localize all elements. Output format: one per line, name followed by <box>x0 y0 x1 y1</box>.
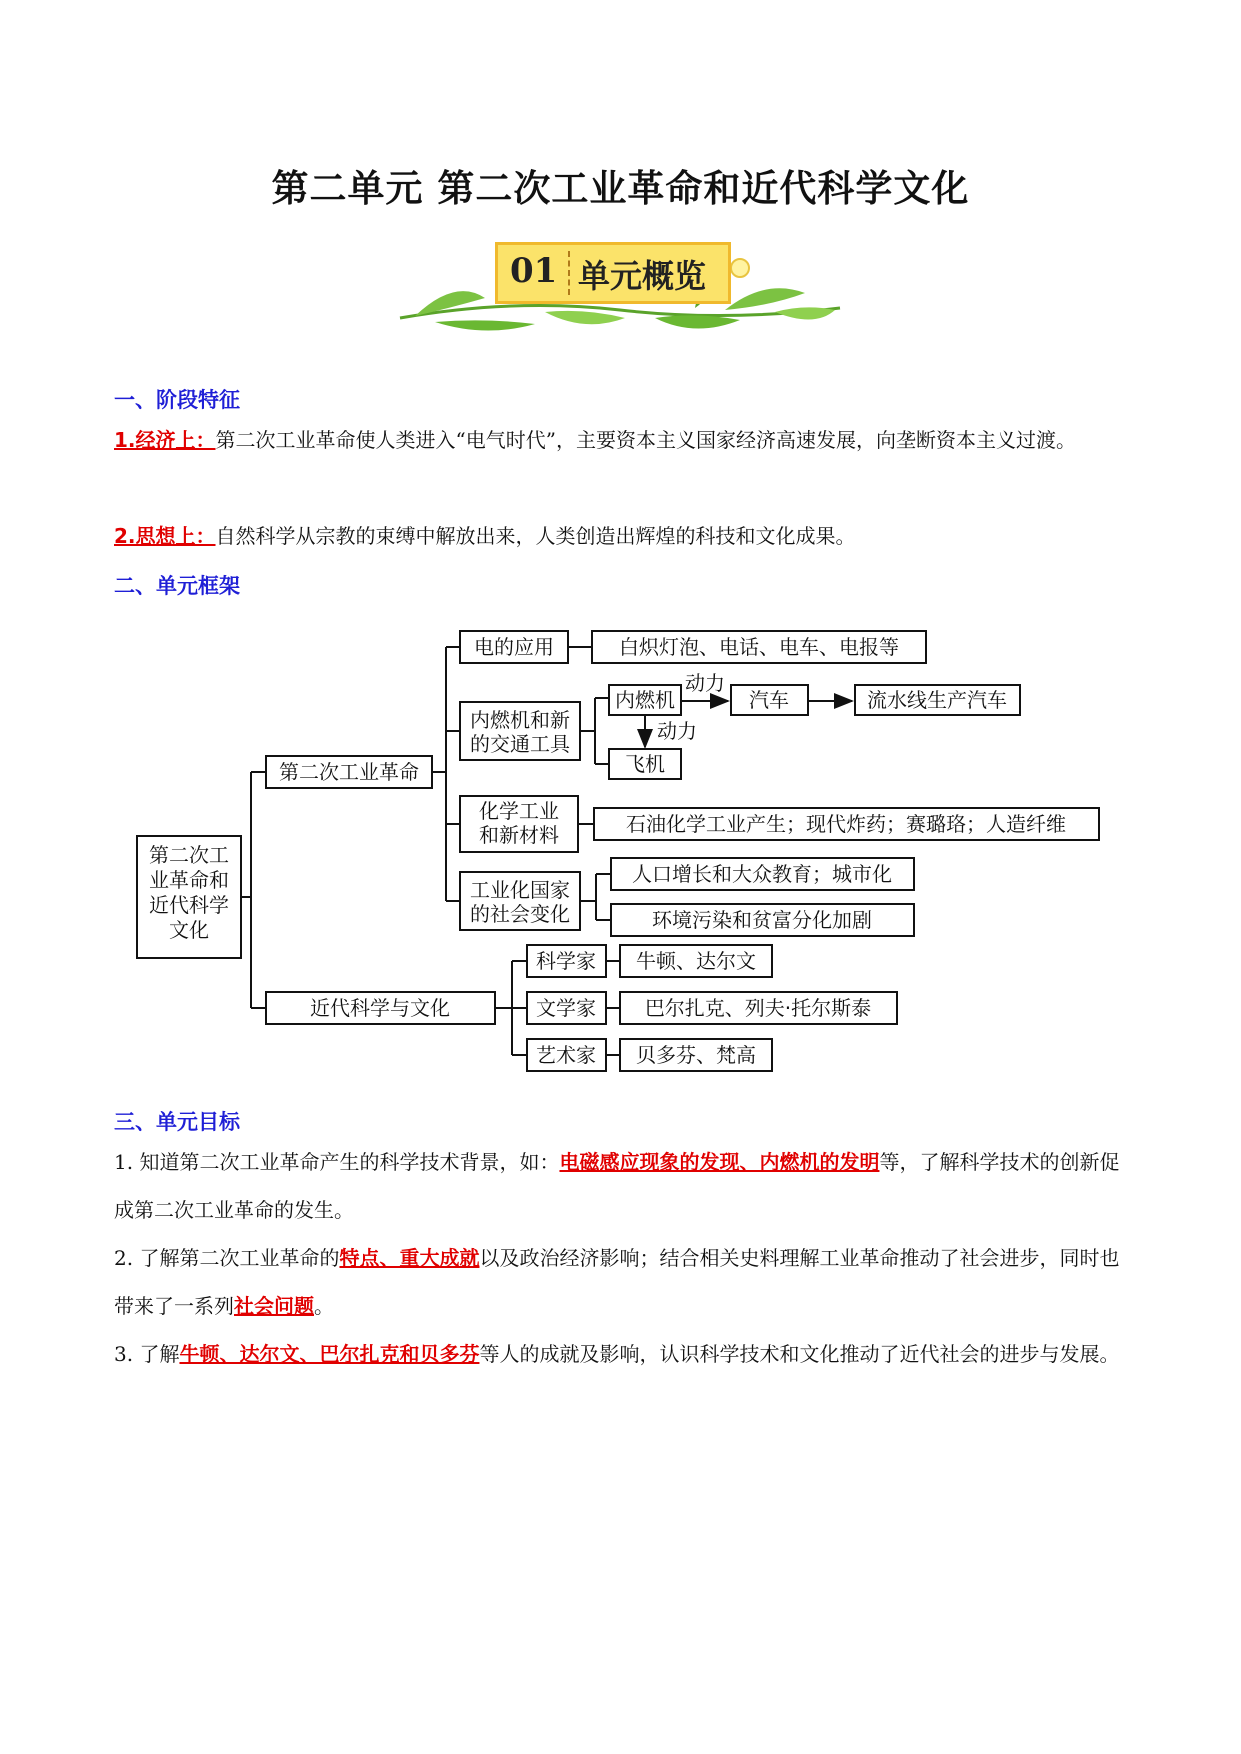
unit-goal-2 <box>114 1234 1134 1330</box>
feature-text-thought: 自然科学从宗教的束缚中解放出来，人类创造出辉煌的科技和文化成果。 <box>215 524 856 548</box>
goal3-pre: 3. 了解 <box>114 1342 180 1366</box>
node-electricity: 电的应用 <box>474 635 554 659</box>
goal1-highlight: 电磁感应现象的发现、内燃机的发明 <box>559 1150 880 1174</box>
node-transport-line-1: 内燃机和新 <box>470 708 570 732</box>
node-artists-detail: 贝多芬、梵高 <box>636 1043 756 1067</box>
node-artists: 艺术家 <box>536 1043 596 1067</box>
goal2-highlight-2: 社会问题 <box>234 1294 314 1318</box>
node-society-detail-1: 人口增长和大众教育；城市化 <box>632 862 892 886</box>
feature-label-economy: 1.经济上： <box>114 428 216 452</box>
goal2-highlight-1: 特点、重大成就 <box>339 1246 480 1270</box>
section-heading-3: 三、单元目标 <box>114 1110 240 1134</box>
badge-number: 01 <box>510 251 558 291</box>
page-title: 第二单元 第二次工业革命和近代科学文化 <box>271 167 970 210</box>
node-society-line-2: 的社会变化 <box>470 902 570 926</box>
branch-science-culture: 近代科学与文化 <box>310 996 450 1020</box>
node-airplane: 飞机 <box>625 752 665 776</box>
node-engine: 内燃机 <box>615 688 675 712</box>
node-scientists: 科学家 <box>536 949 596 973</box>
branch-industrial-revolution: 第二次工业革命 <box>279 760 419 784</box>
node-scientists-detail: 牛顿、达尔文 <box>636 949 756 973</box>
root-line-2: 业革命和 <box>149 868 229 892</box>
goal3-post: 等人的成就及影响，认识科学技术和文化推动了近代社会的进步与发展。 <box>479 1342 1120 1366</box>
goal3-highlight: 牛顿、达尔文、巴尔扎克和贝多芬 <box>179 1342 480 1366</box>
node-society-line-1: 工业化国家 <box>470 878 570 902</box>
goal2-mid: 以及政治经济影响；结合相关史料理解工业革命推动了社会进步，同时也带来了一系列 <box>114 1246 1120 1318</box>
feature-text-economy: 第二次工业革命使人类进入“电气时代”，主要资本主义国家经济高速发展，向垄断资本主义过渡。 <box>215 428 1076 452</box>
goal2-post: 。 <box>314 1294 334 1318</box>
label-power-1: 动力 <box>685 671 725 695</box>
node-society-detail-2: 环境污染和贫富分化加剧 <box>652 908 872 932</box>
node-writers-detail: 巴尔扎克、列夫·托尔斯泰 <box>644 996 872 1020</box>
node-chemistry-detail: 石油化学工业产生；现代炸药；赛璐珞；人造纤维 <box>626 812 1066 836</box>
section-heading-2: 二、单元框架 <box>114 574 240 598</box>
node-electricity-detail: 白炽灯泡、电话、电车、电报等 <box>619 635 899 659</box>
root-line-3: 近代科学 <box>149 893 229 917</box>
node-chemistry-line-2: 和新材料 <box>479 823 559 847</box>
goal1-pre: 1. 知道第二次工业革命产生的科学技术背景，如： <box>114 1150 560 1174</box>
feature-label-thought: 2.思想上： <box>114 524 216 548</box>
goal1-post: 等，了解科学技术的创新促成第二次工业革命的发生。 <box>114 1150 1120 1222</box>
node-assembly-line: 流水线生产汽车 <box>867 688 1007 712</box>
goal2-pre: 2. 了解第二次工业革命的 <box>114 1246 340 1270</box>
node-chemistry-line-1: 化学工业 <box>479 799 559 823</box>
badge-text: 单元概览 <box>578 257 707 295</box>
root-line-4: 文化 <box>169 918 209 942</box>
node-transport-line-2: 的交通工具 <box>470 732 570 756</box>
unit-goal-3 <box>114 1330 1134 1378</box>
node-car: 汽车 <box>749 688 789 712</box>
section-heading-1: 一、阶段特征 <box>114 388 240 412</box>
label-power-2: 动力 <box>657 719 697 743</box>
node-writers: 文学家 <box>536 996 596 1020</box>
unit-goal-1 <box>114 1138 1134 1234</box>
root-line-1: 第二次工 <box>149 843 229 867</box>
